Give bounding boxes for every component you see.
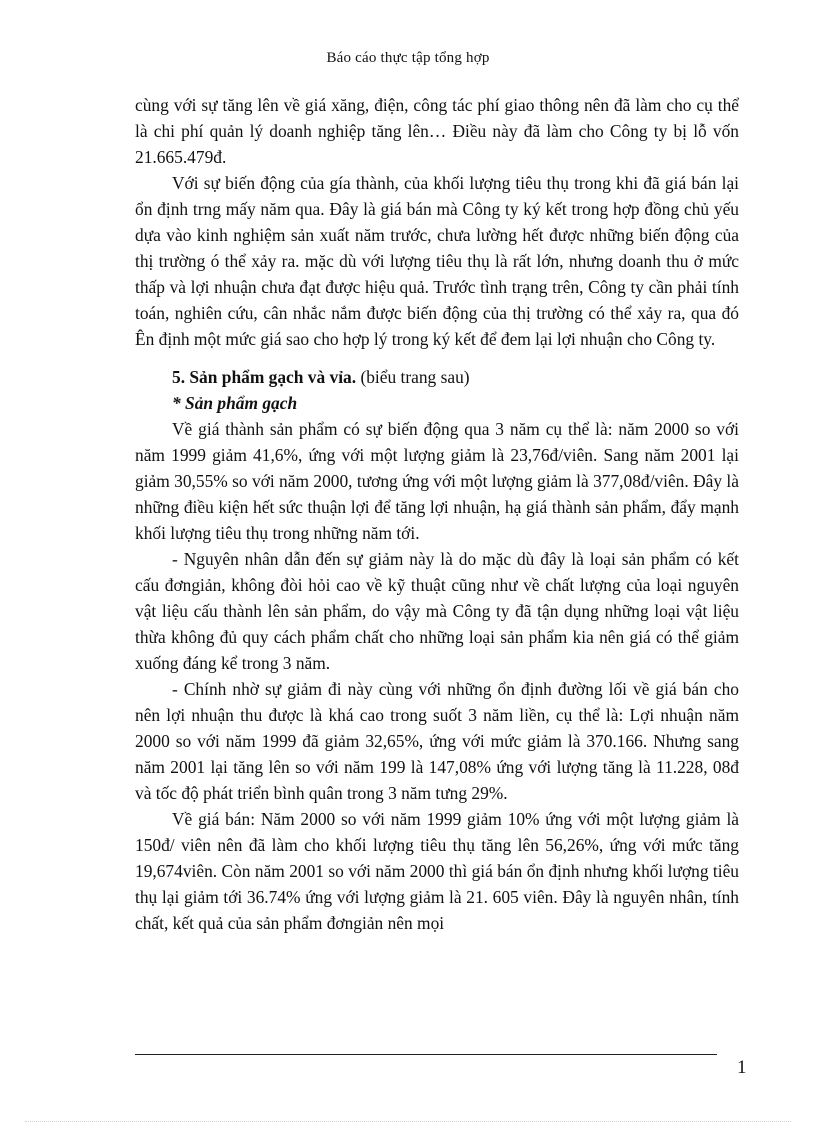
document-body	[135, 92, 739, 936]
report-title: Báo cáo thực tập tổng hợp	[326, 50, 490, 66]
page-bottom-edge	[25, 1121, 791, 1122]
page-number: 1	[737, 1057, 747, 1078]
paragraph-profit: - Chính nhờ sự giảm đi này cùng với những ổn định đường lối về giá bán cho nên lợi nhuận thu được là khá cao trong suốt 3 năm liền, cụ thể là: Lợi nhuận năm 2000 so với năm 1999 đã giảm 32,65%, ứng với mức giảm là 370.166. Nhưng sang năm 2001 lại tăng lên so với năm 199 là 147,08% ứng với lượng tăng là 11.228, 08đ và tốc độ phát triển bình quân trong 3 năm tưng 29%.	[135, 679, 739, 803]
paragraph-cause: - Nguyên nhân dẫn đến sự giảm này là do mặc dù đây là loại sản phẩm có kết cấu đơngiản, không đòi hỏi cao về kỹ thuật cũng như về chất lượng của loại nguyên vật liệu cấu thành lên sản phẩm, do vậy mà Công ty đã tận dụng những loại vật liệu thừa không đủ quy cách phẩm chất cho những loại sản phẩm kia nên giá có thể giảm xuống đáng kể trong 3 năm.	[135, 549, 739, 673]
page-header	[0, 50, 816, 67]
section-note: (biểu trang sau)	[356, 367, 470, 387]
paragraph-selling-price: Về giá bán: Năm 2000 so với năm 1999 giảm 10% ứng với một lượng giảm là 150đ/ viên nên đã làm cho khối lượng tiêu thụ tăng lên 56,26%, ứng với mức tăng 19,674viên. Còn năm 2001 so với năm 2000 thì giá bán ổn định nhưng khối lượng tiêu thụ lại giảm tới 36.74% ứng với lượng giảm là 21. 605 viên. Đây là nguyên nhân, tính chất, kết quả của sản phẩm đơngiản nên mọi	[135, 809, 739, 933]
paragraph-continuation: cùng với sự tăng lên về giá xăng, điện, công tác phí giao thông nên đã làm cho cụ thể là chi phí quản lý doanh nghiệp tăng lên… Điều này đã làm cho Công ty bị lỗ vốn 21.665.479đ.	[135, 95, 739, 167]
paragraph-cost-change: Về giá thành sản phẩm có sự biến động qua 3 năm cụ thể là: năm 2000 so với năm 1999 giảm 41,6%, ứng với một lượng giảm là 23,76đ/viên. Sang năm 2001 lại giảm 30,55% so với năm 2000, tương ứng với một lượng giảm là 377,08đ/viên. Đây là những điều kiện hết sức thuận lợi để tăng lợi nhuận, hạ giá thành sản phẩm, đẩy mạnh khối lượng tiêu thụ trong những năm tới.	[135, 419, 739, 543]
footer-divider	[135, 1054, 717, 1055]
section-title: 5. Sản phẩm gạch và vỉa.	[172, 367, 357, 387]
paragraph-price-volatility: Với sự biến động của gía thành, của khối lượng tiêu thụ trong khi đã giá bán lại ổn định trng mấy năm qua. Đây là giá bán mà Công ty ký kết trong hợp đồng chủ yếu dựa vào kinh nghiệm sản xuất năm trước, chưa lường hết được những biến động của thị trường ó thể xảy ra. mặc dù với lượng tiêu thụ là rất lớn, nhưng doanh thu ở mức thấp và lợi nhuận chưa đạt được hiệu quả. Trước tình trạng trên, Công ty cần phải tính toán, nghiên cứu, cân nhắc nắm được biến động của thị trường có thể xảy ra, qua đó Ên định một mức giá sao cho hợp lý trong ký kết để đem lại lợi nhuận cho Công ty.	[135, 173, 739, 349]
section-heading	[135, 364, 739, 390]
subsection-heading: * Sản phẩm gạch	[172, 393, 298, 413]
